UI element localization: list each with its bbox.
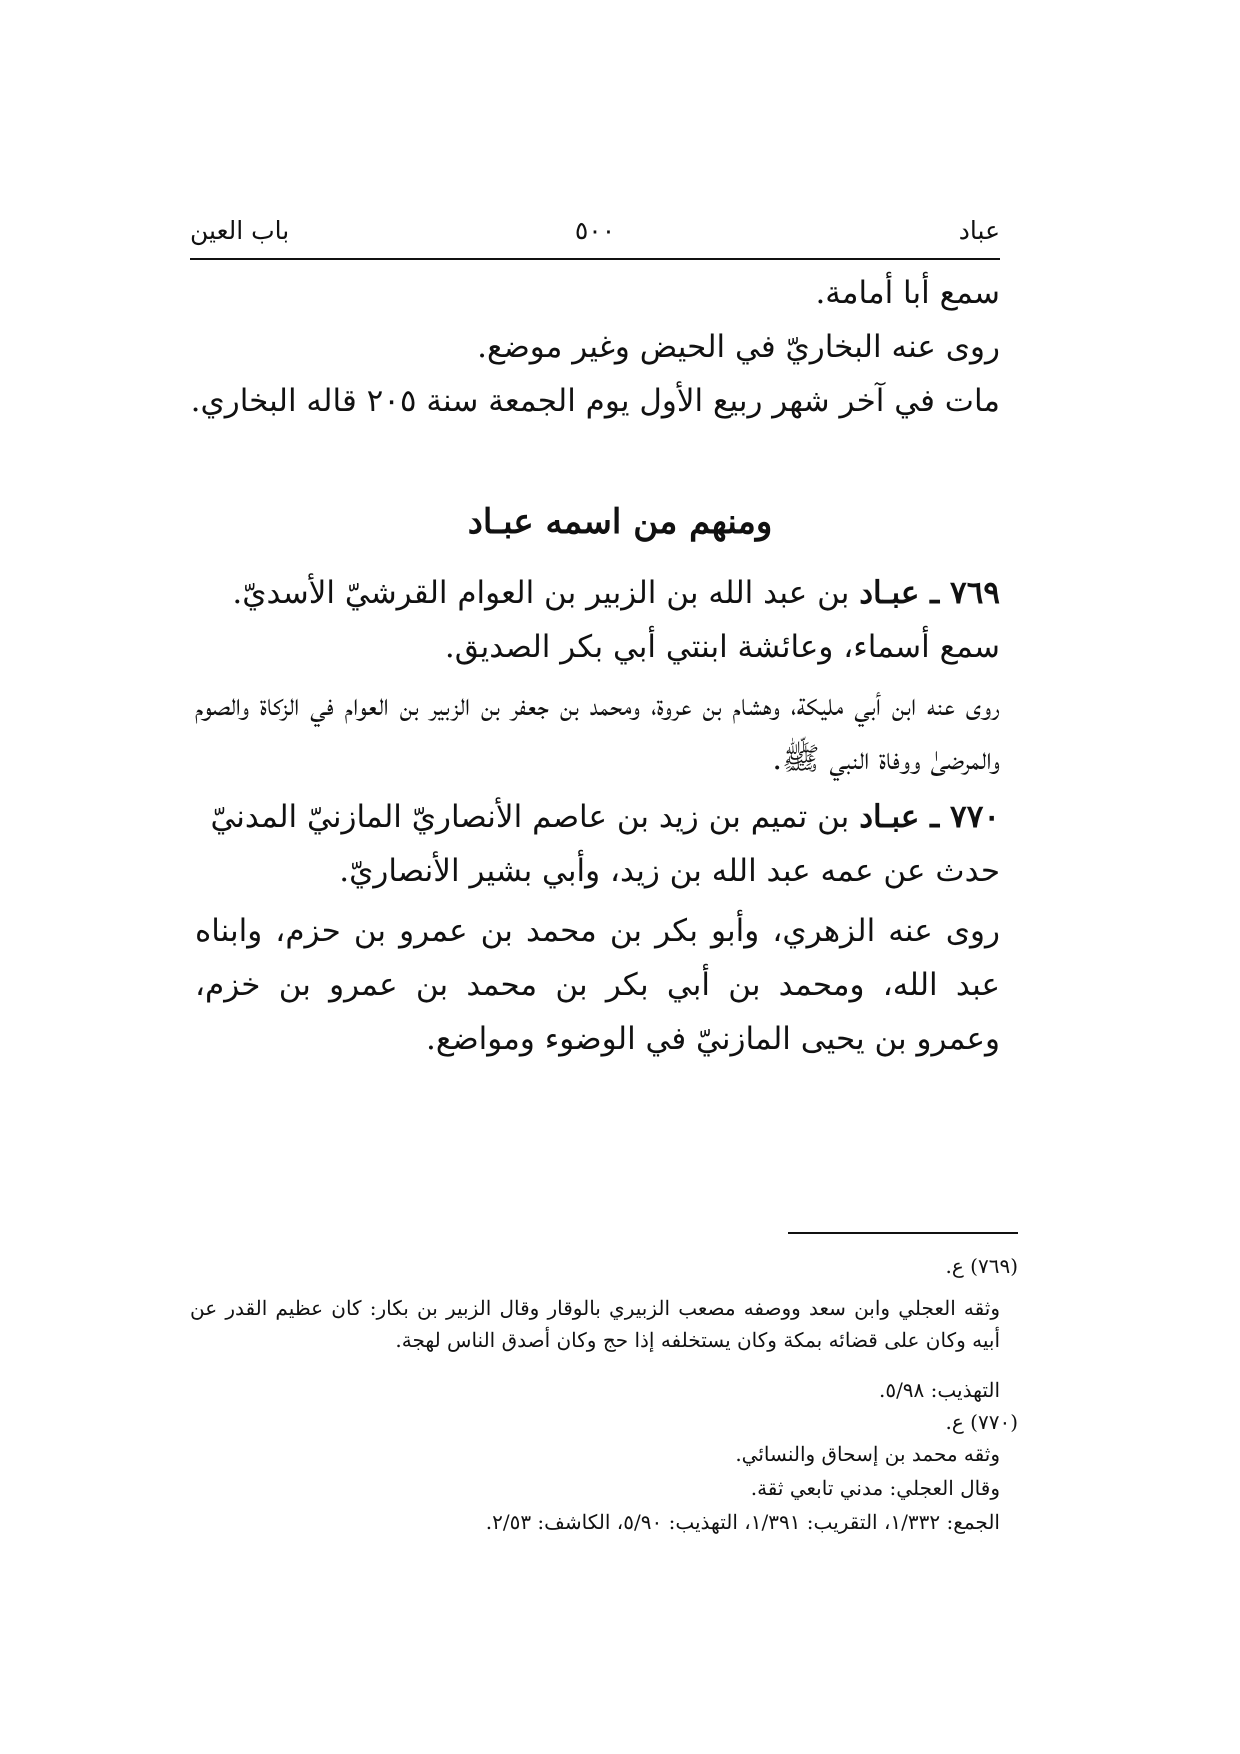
running-header [190,212,1000,260]
entry-769-number: ٧٦٩ ـ عبـاد [859,575,1000,611]
footnote-769-label: (٧٦٩) ع. [945,1254,1018,1278]
entry-769-narrators: روى عنه ابن أبي مليكة، وهشام بن عروة، ومحمد بن جعفر بن الزبير بن العوام في الزكاة والصوم والمرضىٰ ووفاة النبي ﷺ. [195,687,1000,777]
intro-line-2: روى عنه البخاريّ في الحيض وغير موضع. [477,329,1000,365]
entry-770-name: بن تميم بن زيد بن عاصم الأنصاريّ المازنيّ المدنيّ [210,799,850,835]
footnote-divider [788,1232,1018,1234]
entry-769-heading [190,566,1000,620]
entry-769-name: بن عبد الله بن الزبير بن العوام القرشيّ الأسديّ. [232,575,850,611]
entry-770-narrators: روى عنه الزهري، وأبو بكر بن محمد بن عمرو بن حزم، وابناه عبد الله، ومحمد بن أبي بكر بن محمد بن عمرو بن خزم، وعمرو بن يحيى المازنيّ في الوضوء ومواضع. [195,913,1000,1057]
footnote-770-line-2: وقال العجلي: مدني تابعي ثقة. [750,1476,1000,1500]
intro-line-1: سمع أبا أمامة. [815,275,1000,311]
intro-line-3: مات في آخر شهر ربيع الأول يوم الجمعة سنة ٢٠٥ قاله البخاري. [190,383,1000,419]
footnote-770-label: (٧٧٠) ع. [945,1410,1018,1434]
entry-770-heading [190,790,1000,844]
entry-769-heard: سمع أسماء، وعائشة ابنتي أبي بكر الصديق. [444,629,1000,665]
header-chapter-title: باب العين [190,216,290,245]
footnote-770-line-1: وثقه محمد بن إسحاق والنسائي. [735,1442,1000,1466]
page-number: ٥٠٠ [574,216,616,245]
entry-770-narrated: حدث عن عمه عبد الله بن زيد، وأبي بشير الأنصاريّ. [339,853,1000,889]
footnote-769-ref: التهذيب: ٥/٩٨. [878,1378,1000,1402]
section-title: ومنهم من اسمه عبـاد [467,502,773,542]
entry-770-number: ٧٧٠ ـ عبـاد [859,799,1000,835]
footnote-769-text: وثقه العجلي وابن سعد ووصفه مصعب الزبيري بالوقار وقال الزبير بن بكار: كان عظيم القدر عن أبيه وكان على قضائه بمكة وكان يستخلفه إذا حج وكان أصدق الناس لهجة. [190,1296,1000,1352]
footnote-770-line-3: الجمع: ١/٣٣٢، التقريب: ١/٣٩١، التهذيب: ٥/٩٠، الكاشف: ٢/٥٣. [485,1510,1000,1534]
header-entry-name: عباد [958,216,1000,245]
